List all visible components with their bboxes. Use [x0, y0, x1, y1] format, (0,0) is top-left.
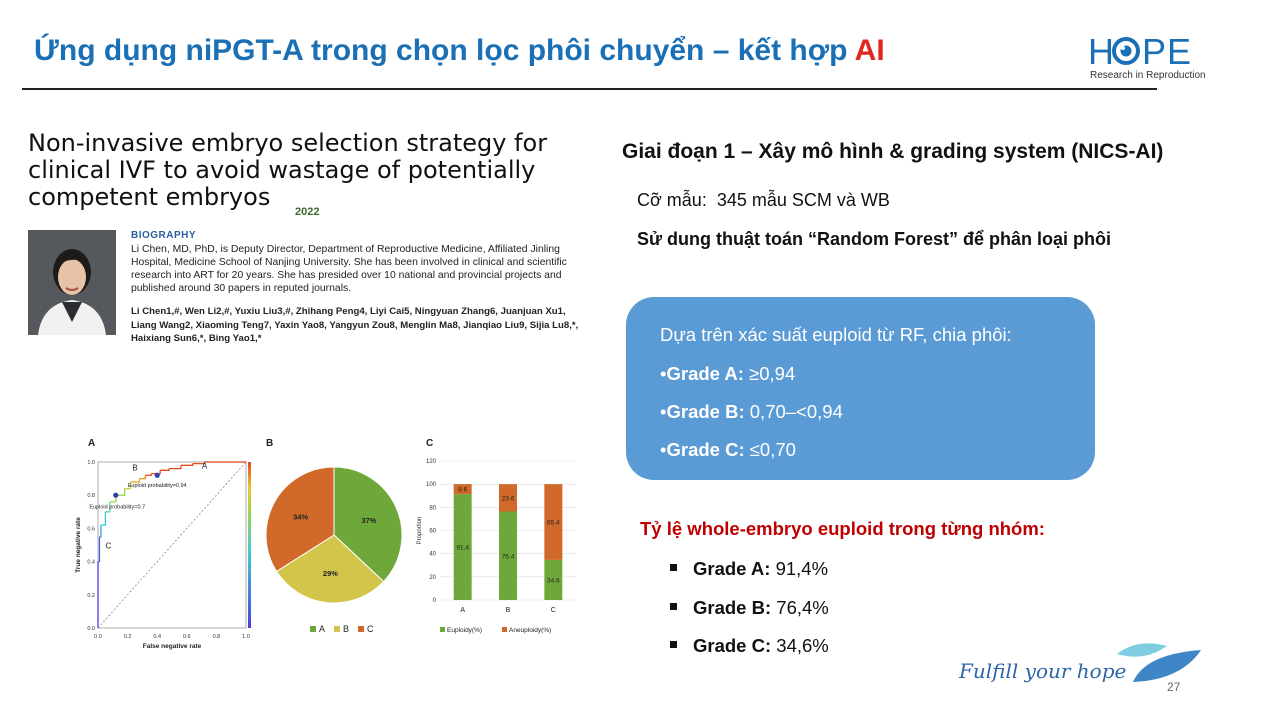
legend-label: B [343, 624, 350, 634]
x-axis-label: False negative rate [142, 643, 202, 650]
x-category-label: B [505, 607, 511, 614]
panel-b-label: B [266, 438, 274, 449]
sample-size [637, 190, 890, 211]
grade-box-intro: Dựa trên xác suất euploid từ RF, chia phôi: [660, 324, 1012, 345]
svg-text:H: H [1088, 32, 1115, 72]
region-label: B [132, 463, 138, 473]
grade-a-value: ≥0,94 [749, 363, 796, 384]
threshold-point [155, 473, 160, 478]
square-bullet-icon [670, 603, 677, 610]
bar-value-label: 34.6 [547, 577, 560, 585]
stage-heading: Giai đoạn 1 – Xây mô hình & grading system (NICS-AI) [622, 140, 1164, 163]
color-scale-bar [248, 462, 251, 628]
x-tick-label: 0.6 [182, 634, 191, 640]
rate-b-label: Grade B: [693, 597, 772, 618]
y-axis-label: True negative rate [75, 517, 82, 573]
legend-label: Euploidy(%) [447, 627, 483, 634]
roc-curve-segment [139, 475, 145, 478]
rate-c-label: Grade C: [693, 635, 772, 656]
x-category-label: A [460, 607, 466, 614]
roc-curve-segment [145, 474, 151, 476]
bar-value-label: 76.4 [501, 553, 515, 561]
rate-b-value: 76,4% [776, 597, 829, 618]
rate-a-value: 91,4% [775, 558, 829, 579]
author-list: Li Chen1,#, Wen Li2,#, Yuxiu Liu3,#, Zhihang Peng4, Liyi Cai5, Ningyuan Zhang6, Juanjuan Xu1, Liang Wang2, Xiaoming Teng7, Yaxin Yao8, Yangyun Zou8, Menglin Ma8, Jianqiao Liu9, Sijia Lu8,*, Haixiang Sun6,*, Bing Yao1,* [131, 306, 579, 344]
svg-text:PE: PE [1142, 32, 1193, 72]
grade-b-value: 0,70–<0,94 [749, 401, 843, 422]
grade-box-item-b: •Grade B: 0,70–<0,94 [660, 401, 843, 422]
algorithm-text: Sử dung thuật toán “Random Forest” để phân loại phôi [637, 229, 1112, 249]
rate-c-value: 34,6% [776, 635, 829, 656]
pie-slice-label: 37% [361, 515, 377, 525]
panel-a-label: A [88, 438, 96, 449]
euploid-rate-heading: Tỷ lệ whole-embryo euploid trong từng nhóm: [640, 518, 1045, 539]
roc-curve-segment [131, 479, 140, 482]
sample-value: 345 mẫu SCM và WB [716, 190, 890, 210]
legend-swatch [440, 627, 445, 632]
square-bullet-icon [670, 641, 677, 648]
threshold-annotation: Euploid probability=0.94 [127, 482, 187, 489]
x-tick-label: 1.0 [242, 634, 250, 640]
grade-box [626, 297, 1095, 480]
y-tick-label: 100 [425, 482, 436, 489]
pie-slice-label: 29% [322, 568, 338, 578]
biography-heading: BIOGRAPHY [131, 230, 197, 241]
x-tick-label: 0.4 [153, 634, 162, 640]
hope-logo [1088, 32, 1206, 84]
threshold-annotation: Euploid probability=0.7 [89, 504, 146, 511]
roc-curve-segment [160, 469, 169, 471]
roc-curve-segment [151, 470, 160, 473]
legend-label: Aneuploidy(%) [509, 627, 552, 634]
bar-value-label: 23.6 [501, 495, 515, 503]
paper-year: 2022 [295, 206, 320, 218]
x-tick-label: 0.8 [212, 634, 221, 640]
y-tick-label: 0.0 [87, 626, 95, 632]
chart-a-plot [75, 460, 251, 650]
grade-a-label: Grade A: [666, 363, 744, 384]
rate-item-b [670, 597, 829, 619]
slide-title-main: Ứng dụng niPGT-A trong chọn lọc phôi chuyển – kết hợp [34, 34, 848, 67]
biography-text: Li Chen, MD, PhD, is Deputy Director, Department of Reproductive Medicine, Affiliated Jinling Hospital, Medicine School of Nanjing University. She has been involved in clinical and scientific research into ART for 20 years. She has presided over 10 national and provincial projects and published around 30 papers in reputed journals. [131, 244, 567, 294]
grade-c-label: Grade C: [666, 439, 745, 460]
chart-b-plot [266, 467, 402, 634]
legend-label: C [367, 624, 374, 634]
grade-b-label: Grade B: [666, 401, 745, 422]
paper-title: Non-invasive embryo selection strategy for clinical IVF to avoid wastage of potentially competent embryos [28, 129, 548, 211]
threshold-point [113, 493, 118, 498]
author-portrait-image [28, 230, 116, 335]
roc-curve-segment [99, 525, 100, 537]
y-tick-label: 0 [432, 598, 436, 604]
legend-swatch [358, 626, 364, 632]
y-tick-label: 120 [425, 459, 436, 465]
square-bullet-icon [670, 564, 677, 571]
y-tick-label: 20 [429, 574, 436, 581]
y-tick-label: 0.8 [87, 493, 95, 500]
legend-swatch [310, 626, 316, 632]
rate-a-label: Grade A: [693, 558, 771, 579]
slide-title-accent: AI [854, 34, 885, 67]
sample-label: Cỡ mẫu: [637, 190, 707, 210]
y-tick-label: 0.2 [87, 592, 95, 599]
pie-slice-label: 34% [293, 512, 309, 522]
leaf-logo-icon [1115, 636, 1205, 684]
x-tick-label: 0.0 [94, 634, 102, 640]
roc-curve-segment [101, 512, 105, 525]
page-number: 27 [1167, 680, 1181, 694]
author-photo [28, 230, 116, 335]
rate-item-a [670, 558, 828, 580]
y-tick-label: 0.4 [87, 559, 95, 566]
grade-box-item-a: •Grade A: ≥0,94 [660, 363, 796, 384]
panel-c-label: C [426, 438, 434, 449]
legend-swatch [502, 627, 507, 632]
y-tick-label: 60 [429, 528, 436, 535]
chart-panel-a [68, 450, 263, 655]
grade-c-value: ≤0,70 [749, 439, 796, 460]
grade-box-item-c: •Grade C: ≤0,70 [660, 439, 796, 460]
bar-value-label: 91.4 [456, 544, 469, 552]
y-tick-label: 80 [429, 505, 436, 512]
y-tick-label: 0.6 [87, 526, 95, 533]
y-tick-label: 40 [429, 551, 436, 558]
tagline: Fulfill your hope [959, 659, 1127, 683]
rate-item-c [670, 635, 829, 657]
region-label: A [201, 461, 208, 471]
legend-swatch [334, 626, 340, 632]
chart-panel-c [412, 450, 582, 645]
legend-label: A [319, 624, 326, 634]
chart-panel-b [262, 450, 412, 645]
x-tick-label: 0.2 [123, 634, 132, 640]
roc-curve-segment [169, 465, 181, 468]
logo-subtitle: Research in Reproduction [1090, 70, 1206, 81]
region-label: C [105, 541, 112, 551]
y-axis-label: Proportion [417, 516, 423, 545]
x-category-label: C [550, 607, 556, 614]
bar-value-label: 8.6 [458, 486, 468, 494]
chart-c-plot [417, 459, 576, 634]
y-tick-label: 1.0 [87, 460, 95, 466]
roc-curve-segment [181, 464, 193, 466]
slide-title [34, 34, 885, 68]
title-divider [22, 88, 1157, 90]
bar-value-label: 65.4 [547, 519, 560, 527]
logo-wordmark-graphic [1088, 32, 1203, 72]
